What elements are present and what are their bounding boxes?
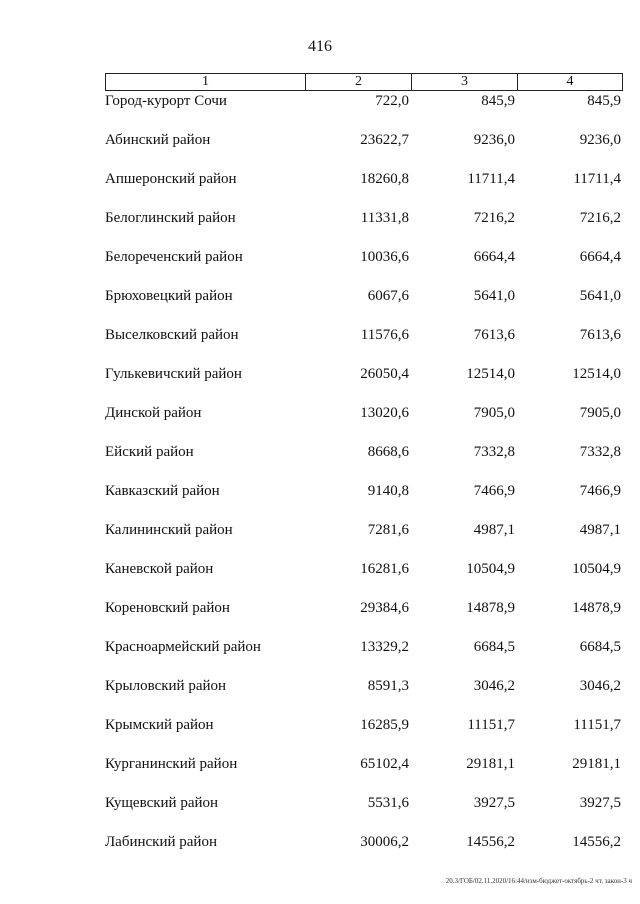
table-row (105, 754, 623, 793)
row-value-col-3: 11151,7 (467, 717, 515, 733)
row-district-name: Белореченский район (105, 249, 243, 265)
row-value-col-2: 11576,6 (360, 327, 409, 343)
table-row (105, 247, 623, 286)
row-value-col-4: 9236,0 (579, 132, 621, 148)
row-value-col-2: 30006,2 (360, 834, 409, 850)
table-header-col-3: 3 (412, 74, 518, 90)
row-value-col-2: 5531,6 (367, 795, 409, 811)
row-value-col-2: 722,0 (375, 93, 409, 109)
row-value-col-2: 16285,9 (360, 717, 409, 733)
page-number: 416 (308, 38, 332, 55)
row-district-name: Кавказский район (105, 483, 220, 499)
table-row (105, 325, 623, 364)
row-value-col-3: 11711,4 (467, 171, 515, 187)
row-value-col-2: 10036,6 (360, 249, 409, 265)
row-value-col-2: 26050,4 (360, 366, 409, 382)
row-value-col-4: 845,9 (587, 93, 621, 109)
row-value-col-2: 7281,6 (367, 522, 409, 538)
table-row (105, 442, 623, 481)
row-value-col-4: 7613,6 (579, 327, 621, 343)
table-header-col-2: 2 (306, 74, 412, 90)
row-value-col-2: 23622,7 (360, 132, 409, 148)
row-value-col-4: 5641,0 (579, 288, 621, 304)
table-header-row (105, 73, 623, 91)
table-row (105, 169, 623, 208)
row-district-name: Город-курорт Сочи (105, 93, 227, 109)
row-value-col-4: 29181,1 (572, 756, 621, 772)
table-row (105, 208, 623, 247)
row-value-col-3: 6664,4 (473, 249, 515, 265)
row-district-name: Абинский район (105, 132, 211, 148)
row-value-col-4: 11151,7 (573, 717, 621, 733)
row-value-col-3: 3046,2 (473, 678, 515, 694)
row-value-col-4: 10504,9 (572, 561, 621, 577)
row-district-name: Выселковский район (105, 327, 239, 343)
row-value-col-3: 5641,0 (473, 288, 515, 304)
row-value-col-3: 7332,8 (473, 444, 515, 460)
row-value-col-3: 12514,0 (466, 366, 515, 382)
row-value-col-2: 8591,3 (367, 678, 409, 694)
row-value-col-4: 12514,0 (572, 366, 621, 382)
row-district-name: Лабинский район (105, 834, 217, 850)
row-value-col-4: 7466,9 (579, 483, 621, 499)
row-district-name: Крыловский район (105, 678, 227, 694)
row-value-col-3: 7613,6 (473, 327, 515, 343)
table-row (105, 364, 623, 403)
row-district-name: Каневской район (105, 561, 214, 577)
row-district-name: Ейский район (105, 444, 194, 460)
row-district-name: Калининский район (105, 522, 233, 538)
row-value-col-2: 11331,8 (360, 210, 409, 226)
table-row (105, 91, 623, 130)
row-district-name: Гулькевичский район (105, 366, 242, 382)
row-value-col-3: 845,9 (481, 93, 515, 109)
table-row (105, 481, 623, 520)
row-district-name: Кореновский район (105, 600, 230, 616)
row-value-col-2: 16281,6 (360, 561, 409, 577)
table-row (105, 832, 623, 871)
row-value-col-4: 14878,9 (572, 600, 621, 616)
table-row (105, 130, 623, 169)
row-district-name: Динской район (105, 405, 202, 421)
row-value-col-2: 6067,6 (367, 288, 409, 304)
row-value-col-2: 8668,6 (367, 444, 409, 460)
table-row (105, 676, 623, 715)
row-value-col-4: 6684,5 (579, 639, 621, 655)
table-header-col-1: 1 (106, 74, 306, 90)
row-value-col-3: 9236,0 (473, 132, 515, 148)
table-row (105, 598, 623, 637)
row-value-col-3: 6684,5 (473, 639, 515, 655)
document-footer: 20.3/ГОБ/02.11.2020/16:44/изм-бюджет-октябрь-2 чт. закон-3 ч (445, 877, 632, 885)
row-value-col-4: 4987,1 (579, 522, 621, 538)
table-row (105, 637, 623, 676)
row-value-col-3: 7905,0 (473, 405, 515, 421)
row-value-col-3: 29181,1 (466, 756, 515, 772)
row-value-col-4: 3046,2 (579, 678, 621, 694)
row-value-col-3: 7216,2 (473, 210, 515, 226)
row-value-col-2: 65102,4 (360, 756, 409, 772)
row-value-col-3: 14556,2 (466, 834, 515, 850)
row-value-col-4: 7905,0 (579, 405, 621, 421)
row-value-col-2: 29384,6 (360, 600, 409, 616)
row-district-name: Красноармейский район (105, 639, 261, 655)
row-value-col-3: 4987,1 (473, 522, 515, 538)
row-value-col-3: 10504,9 (466, 561, 515, 577)
row-district-name: Курганинский район (105, 756, 238, 772)
row-value-col-4: 7332,8 (579, 444, 621, 460)
row-district-name: Апшеронский район (105, 171, 237, 187)
table-row (105, 793, 623, 832)
row-value-col-2: 13020,6 (360, 405, 409, 421)
table-body (105, 91, 623, 871)
table-row (105, 715, 623, 754)
table-header-col-4: 4 (566, 74, 574, 89)
row-district-name: Кущевский район (105, 795, 219, 811)
row-value-col-2: 13329,2 (360, 639, 409, 655)
row-value-col-2: 18260,8 (360, 171, 409, 187)
row-district-name: Крымский район (105, 717, 214, 733)
row-value-col-4: 7216,2 (579, 210, 621, 226)
row-district-name: Белоглинский район (105, 210, 236, 226)
row-value-col-3: 14878,9 (466, 600, 515, 616)
table-row (105, 403, 623, 442)
row-value-col-4: 6664,4 (579, 249, 621, 265)
row-value-col-3: 3927,5 (473, 795, 515, 811)
row-value-col-2: 9140,8 (367, 483, 409, 499)
row-value-col-4: 3927,5 (579, 795, 621, 811)
table-row (105, 559, 623, 598)
row-value-col-4: 11711,4 (573, 171, 621, 187)
row-value-col-4: 14556,2 (572, 834, 621, 850)
row-value-col-3: 7466,9 (473, 483, 515, 499)
row-district-name: Брюховецкий район (105, 288, 233, 304)
table-row (105, 520, 623, 559)
table-row (105, 286, 623, 325)
